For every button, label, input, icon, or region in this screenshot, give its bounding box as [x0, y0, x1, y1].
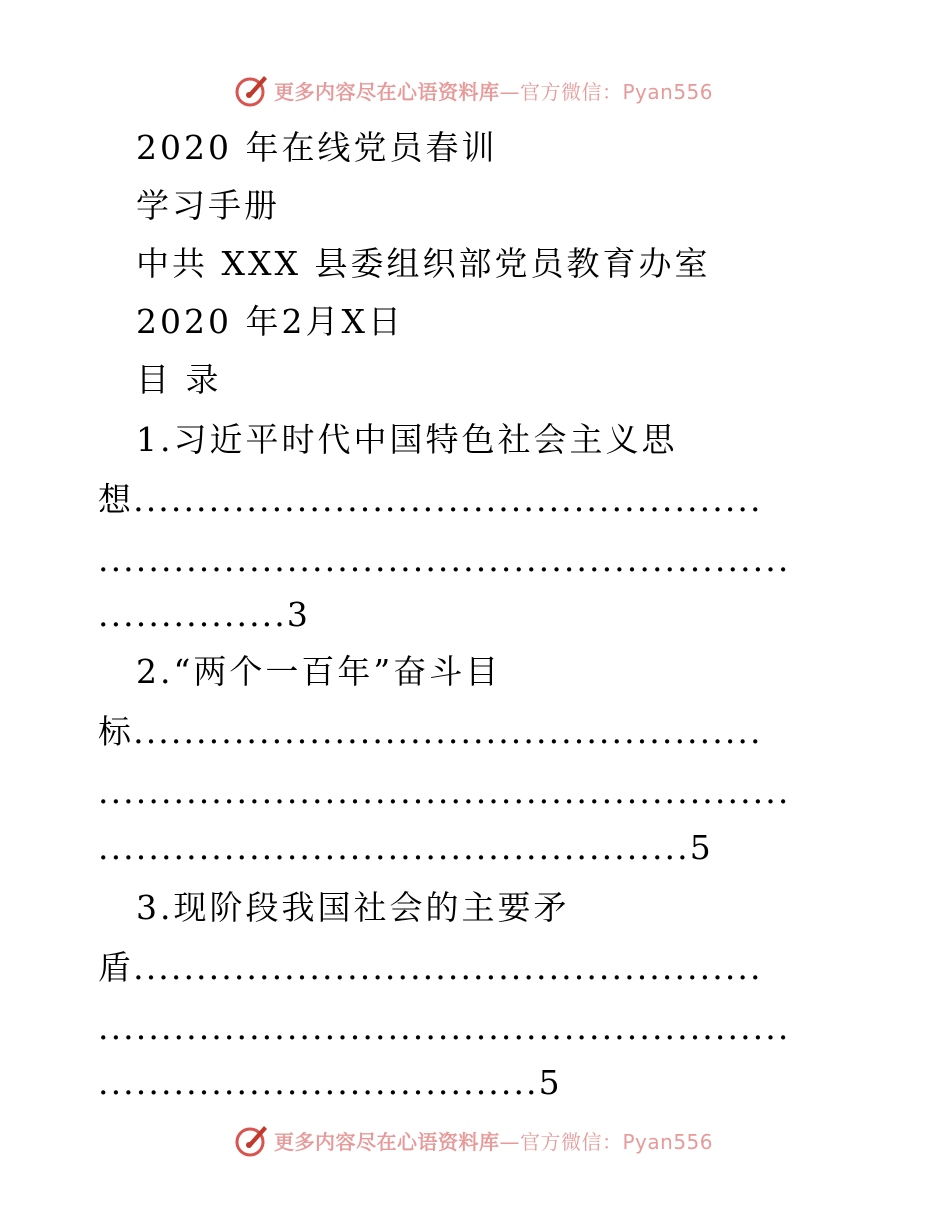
watermark-text: 更多内容尽在心语资料库—官方微信：Pyan556	[274, 1129, 714, 1154]
document-subtitle: 学习手册	[136, 186, 280, 225]
toc-entry-2-leader-1: 标..................................................	[98, 712, 763, 751]
toc-entry-2-leader-2: .......................................................	[98, 772, 791, 811]
toc-entry-3-leader-2: .......................................................	[98, 1008, 791, 1047]
watermark-banner-top	[234, 70, 754, 110]
toc-entry-1-leader-1: 想..................................................	[98, 480, 763, 519]
date-line: 2020 年2月X日	[136, 302, 404, 341]
pen-nib-logo-icon	[234, 1122, 270, 1158]
toc-entry-2-leader-3: ...............................................5	[98, 828, 711, 867]
toc-entry-3-page: 5	[538, 1063, 560, 1102]
issuer-line: 中共 XXX 县委组织部党员教育办室	[136, 244, 711, 283]
toc-entry-1-leader-2: .......................................................	[98, 540, 791, 579]
toc-entry-3-title[interactable]: 3.现阶段我国社会的主要矛	[136, 888, 570, 927]
watermark-text: 更多内容尽在心语资料库—官方微信：Pyan556	[274, 79, 714, 104]
document-title: 2020 年在线党员春训	[136, 128, 498, 167]
toc-entry-2-title[interactable]: 2.“两个一百年”奋斗目	[136, 652, 502, 691]
pen-nib-logo-icon	[234, 72, 270, 108]
toc-entry-2-page: 5	[689, 828, 711, 867]
toc-entry-1-leader-3: ...............3	[98, 595, 308, 634]
watermark-banner-bottom	[234, 1120, 754, 1160]
toc-entry-1-page: 3	[286, 595, 308, 634]
toc-entry-3-leader-3: ...................................5	[98, 1063, 560, 1102]
toc-heading: 目 录	[136, 360, 222, 399]
toc-entry-3-leader-1: 盾..................................................	[98, 948, 763, 987]
toc-entry-1-title[interactable]: 1.习近平时代中国特色社会主义思	[136, 420, 678, 459]
